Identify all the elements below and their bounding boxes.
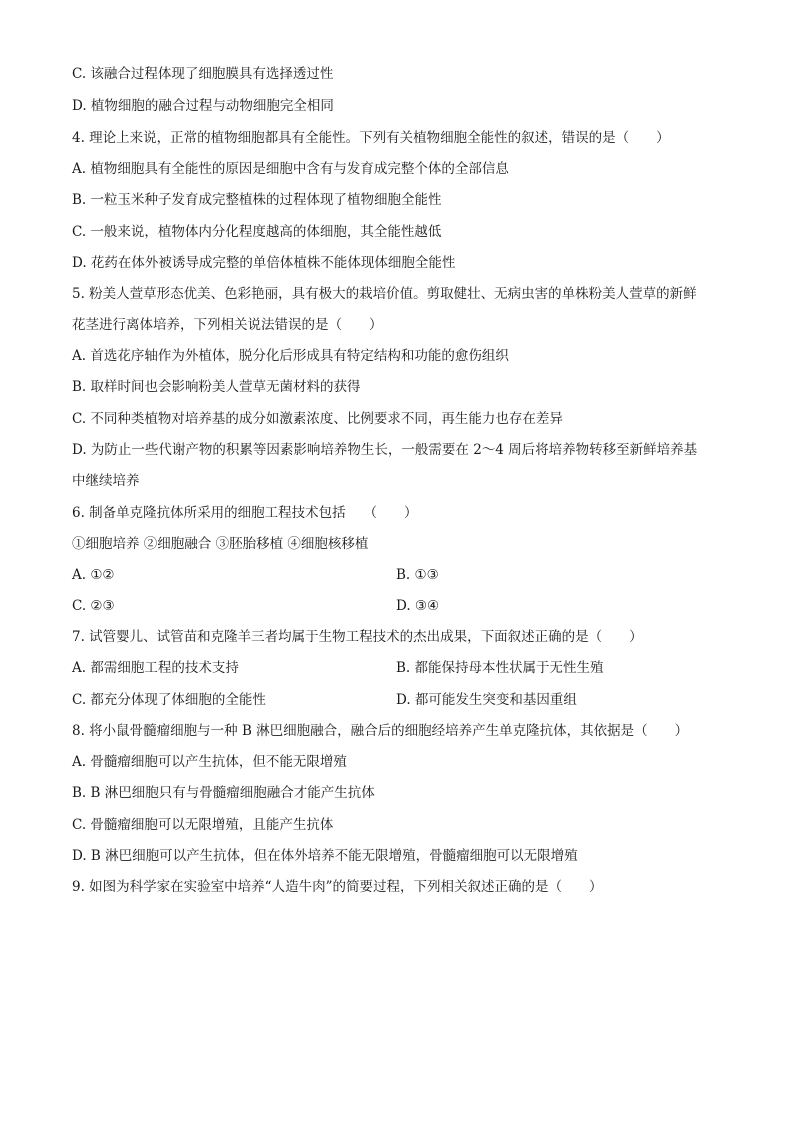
q8-option-d: D. B 淋巴细胞可以产生抗体，但在体外培养不能无限增殖，骨髓瘤细胞可以无限增殖: [72, 848, 578, 864]
q5-stem-line2: 花茎进行离体培养，下列相关说法错误的是（ ）: [72, 317, 383, 333]
q5-option-c: C. 不同种类植物对培养基的成分如激素浓度、比例要求不同，再生能力也存在差异: [72, 411, 563, 427]
q3-option-c: C. 该融合过程体现了细胞膜具有选择透过性: [72, 66, 334, 82]
q4-option-a: A. 植物细胞具有全能性的原因是细胞中含有与发育成完整个体的全部信息: [72, 161, 509, 177]
q6-option-c: C. ②③: [72, 598, 115, 614]
q3-option-d: D. 植物细胞的融合过程与动物细胞完全相同: [72, 98, 334, 114]
q5-option-d-line1: D. 为防止一些代谢产物的积累等因素影响培养物生长，一般需要在 2～4 周后将培养物转移至新鲜培养基: [72, 442, 698, 458]
q8-option-a: A. 骨髓瘤细胞可以产生抗体，但不能无限增殖: [72, 754, 347, 770]
q5-option-a: A. 首选花序轴作为外植体，脱分化后形成具有特定结构和功能的愈伤组织: [72, 348, 509, 364]
q6-option-d: D. ③④: [396, 598, 440, 614]
q4-option-d: D. 花药在体外被诱导成完整的单倍体植株不能体现体细胞全能性: [72, 255, 456, 271]
q4-stem: 4. 理论上来说，正常的植物细胞都具有全能性。下列有关植物细胞全能性的叙述，错误的是（ ）: [72, 130, 670, 146]
q5-option-d-line2: 中继续培养: [72, 473, 140, 489]
q6-stem: 6. 制备单克隆抗体所采用的细胞工程技术包括 （ ）: [72, 505, 418, 521]
q5-stem-line1: 5. 粉美人萱草形态优美、色彩艳丽，具有极大的栽培价值。剪取健壮、无病虫害的单株粉美人萱草的新鲜: [72, 286, 697, 302]
q6-items: ①细胞培养 ②细胞融合 ③胚胎移植 ④细胞核移植: [72, 536, 369, 552]
q7-option-a: A. 都需细胞工程的技术支持: [72, 660, 239, 676]
q8-option-c: C. 骨髓瘤细胞可以无限增殖，且能产生抗体: [72, 817, 334, 833]
q8-stem: 8. 将小鼠骨髓瘤细胞与一种 B 淋巴细胞融合，融合后的细胞经培养产生单克隆抗体，其依据是（ ）: [72, 723, 689, 739]
q5-option-b: B. 取样时间也会影响粉美人萱草无菌材料的获得: [72, 379, 361, 395]
q6-option-a: A. ①②: [72, 567, 115, 583]
q7-option-c: C. 都充分体现了体细胞的全能性: [72, 692, 266, 708]
q7-stem: 7. 试管婴儿、试管苗和克隆羊三者均属于生物工程技术的杰出成果，下面叙述正确的是（ ）: [72, 629, 643, 645]
q7-option-d: D. 都可能发生突变和基因重组: [396, 692, 577, 708]
q9-stem: 9. 如图为科学家在实验室中培养“人造牛肉”的简要过程，下列相关叙述正确的是（ ）: [72, 879, 603, 895]
q4-option-b: B. 一粒玉米种子发育成完整植株的过程体现了植物细胞全能性: [72, 192, 442, 208]
q8-option-b: B. B 淋巴细胞只有与骨髓瘤细胞融合才能产生抗体: [72, 785, 375, 801]
q7-option-b: B. 都能保持母本性状属于无性生殖: [396, 660, 604, 676]
q6-option-b: B. ①③: [396, 567, 439, 583]
q4-option-c: C. 一般来说，植物体内分化程度越高的体细胞，其全能性越低: [72, 224, 442, 240]
